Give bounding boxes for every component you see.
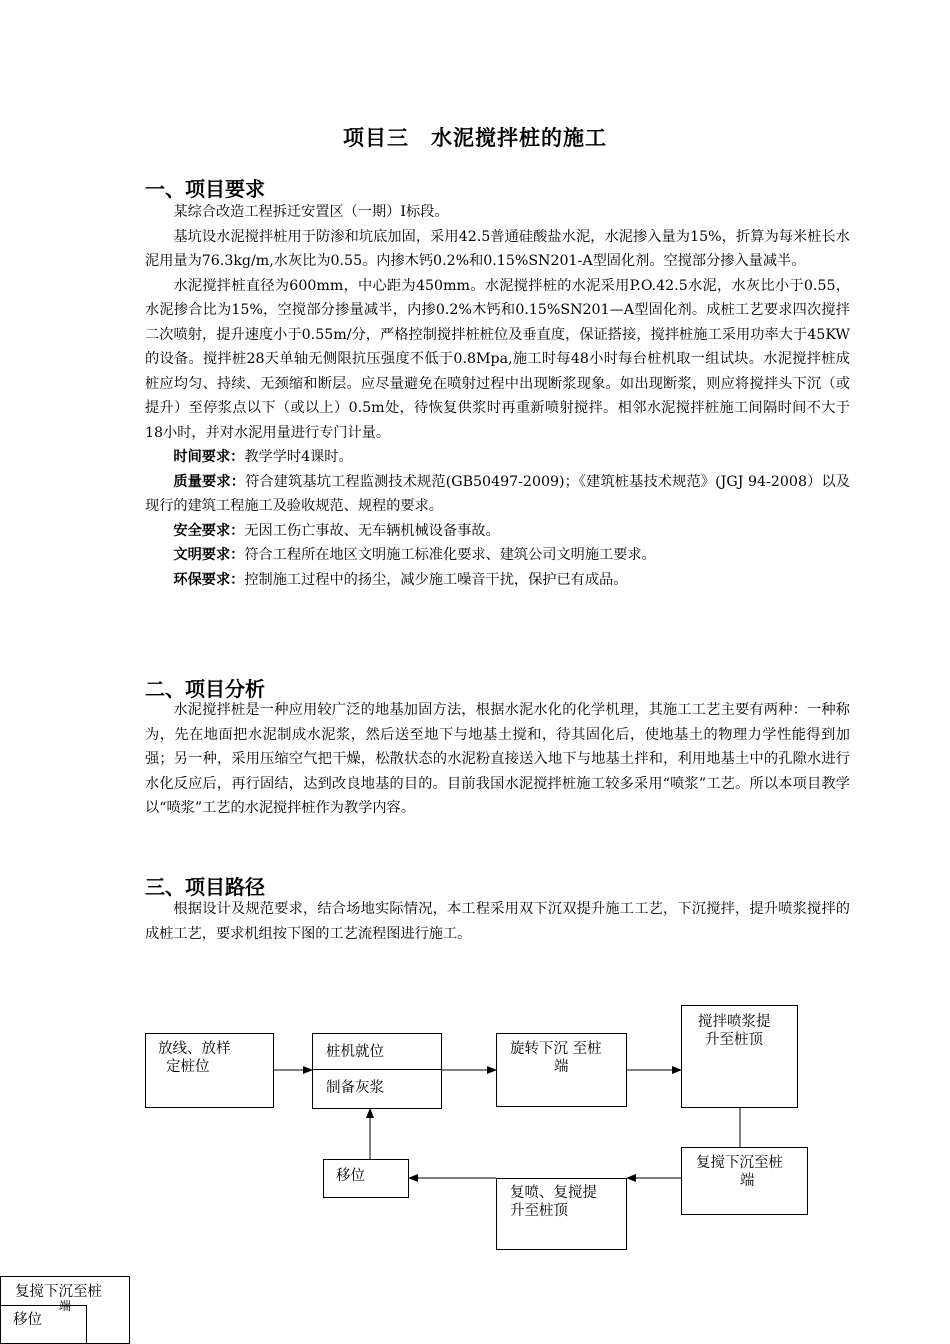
paragraph: 某综合改造工程拆迁安置区（一期）Ⅰ标段。: [173, 204, 449, 220]
box-text: 复搅下沉至桩: [696, 1155, 783, 1171]
flow-box-stake-out: [145, 1033, 274, 1108]
box-text: 复喷、复搅提: [510, 1185, 597, 1201]
box-text: 搅拌喷浆提: [698, 1014, 771, 1030]
box-text: 端: [740, 1173, 755, 1189]
page-title: 项目三 水泥搅拌桩的施工: [343, 126, 607, 150]
value: 无因工伤亡事故、无车辆机械设备事故。: [244, 522, 500, 539]
label: 文明要求：: [173, 547, 245, 563]
label: 安全要求：: [173, 522, 245, 539]
value: 符合工程所在地区文明施工标准化要求、建筑公司文明施工要求。: [244, 547, 656, 563]
box-text: 升至桩顶: [510, 1203, 568, 1219]
paragraph: 水泥搅拌桩直径为600mm，中心距为450mm。水泥搅拌桩的水泥采用P.O.42.5水泥，水灰比小于0.55，水泥掺合比为15%，空搅部分掺量减半，内掺0.2%木钙和0.15%SN201—A型固化剂。成桩工艺要求四次搅拌二次喷射，提升速度小于0.55m/分，严格控制搅拌桩桩位及垂直度，保证搭接，搅拌桩施工采用功率大于45KW的设备。搅拌桩28天单轴无侧限抗压强度不低于0.8Mpa,施工时每48小时每台桩机取一组试块。水泥搅拌桩成桩应均匀、持续、无颈缩和断层。应尽量避免在喷射过程中出现断浆现象。如出现断浆，则应将搅拌头下沉（或提升）至停浆点以下（或以上）0.5m处，待恢复供浆时再重新喷射搅拌。相邻水泥搅拌桩施工间隔时间不大于18小时，并对水泥用量进行专门计量。: [145, 277, 850, 441]
label: 环保要求：: [173, 571, 245, 588]
box-text: 移位: [336, 1168, 365, 1184]
flow-box-move: [323, 1159, 409, 1198]
value: 符合建筑基坑工程监测技术规范(GB50497-2009)；《建筑桩基技术规范》(JGJ 94-2008）以及现行的建筑工程施工及验收规范、规程的要求。: [145, 473, 850, 514]
flow-box-rig-position: [313, 1034, 441, 1070]
box-text: 定桩位: [166, 1059, 210, 1075]
flow-box-redescend: [681, 1147, 808, 1215]
label: 时间要求：: [173, 449, 245, 465]
paragraph: 水泥搅拌桩是一种应用较广泛的地基加固方法，根据水泥水化的化学机理，其施工工艺主要有两种：一种称为，先在地面把水泥制成水泥浆，然后送至地下与地基土搅和，待其固化后，使地基土的物理力学性能得到加强；另一种，采用压缩空气把干燥，松散状态的水泥粉直接送入地下与地基土拌和，利用地基土中的孔隙水进行水化反应后，再行固结，达到改良地基的目的。目前我国水泥搅拌桩施工较多采用“喷浆”工艺。所以本项目教学以“喷浆”工艺的水泥搅拌桩作为教学内容。: [145, 702, 850, 816]
box-text: 升至桩顶: [705, 1032, 763, 1048]
box-text: 端: [59, 1299, 72, 1313]
flow-box-prepare-grout: [313, 1070, 441, 1097]
value: 教学学时4课时。: [244, 449, 353, 465]
label: 质量要求：: [173, 473, 246, 490]
flow-box-rig-and-grout: [312, 1033, 442, 1109]
paragraph: 根据设计及规范要求，结合场地实际情况，本工程采用双下沉双提升施工工艺，下沉搅拌，提升喷浆搅拌的成桩工艺，要求机组按下图的工艺流程图进行施工。: [145, 901, 850, 942]
flow-box-mix-lift: [681, 1005, 798, 1108]
box-text: 旋转下沉 至桩: [510, 1041, 602, 1057]
box-text: 放线、放样: [158, 1041, 231, 1057]
flow-box-rejet-lift: [496, 1178, 627, 1250]
box-text: 制备灰浆: [326, 1080, 384, 1096]
value: 控制施工过程中的扬尘，减少施工噪音干扰，保护已有成品。: [244, 571, 628, 588]
section-heading-path: 三、项目路径: [145, 875, 265, 899]
section-heading-requirements: 一、项目要求: [145, 177, 265, 201]
box-text: 端: [554, 1059, 569, 1075]
section-heading-analysis: 二、项目分析: [145, 677, 265, 701]
flow-box-rotate-descend: [496, 1033, 627, 1107]
box-text: 移位: [13, 1312, 42, 1328]
fragment-box-move: [0, 1305, 87, 1344]
paragraph: 基坑设水泥搅拌桩用于防渗和坑底加固，采用42.5普通硅酸盐水泥，水泥掺入量为15%，折算为每米桩长水泥用量为76.3kg/m,水灰比为0.55。内掺木钙0.2%和0.15%SN201-A型固化剂。空搅部分掺入量减半。: [145, 228, 850, 269]
box-text: 复搅下沉至桩: [15, 1284, 102, 1300]
box-text: 桩机就位: [326, 1044, 384, 1060]
